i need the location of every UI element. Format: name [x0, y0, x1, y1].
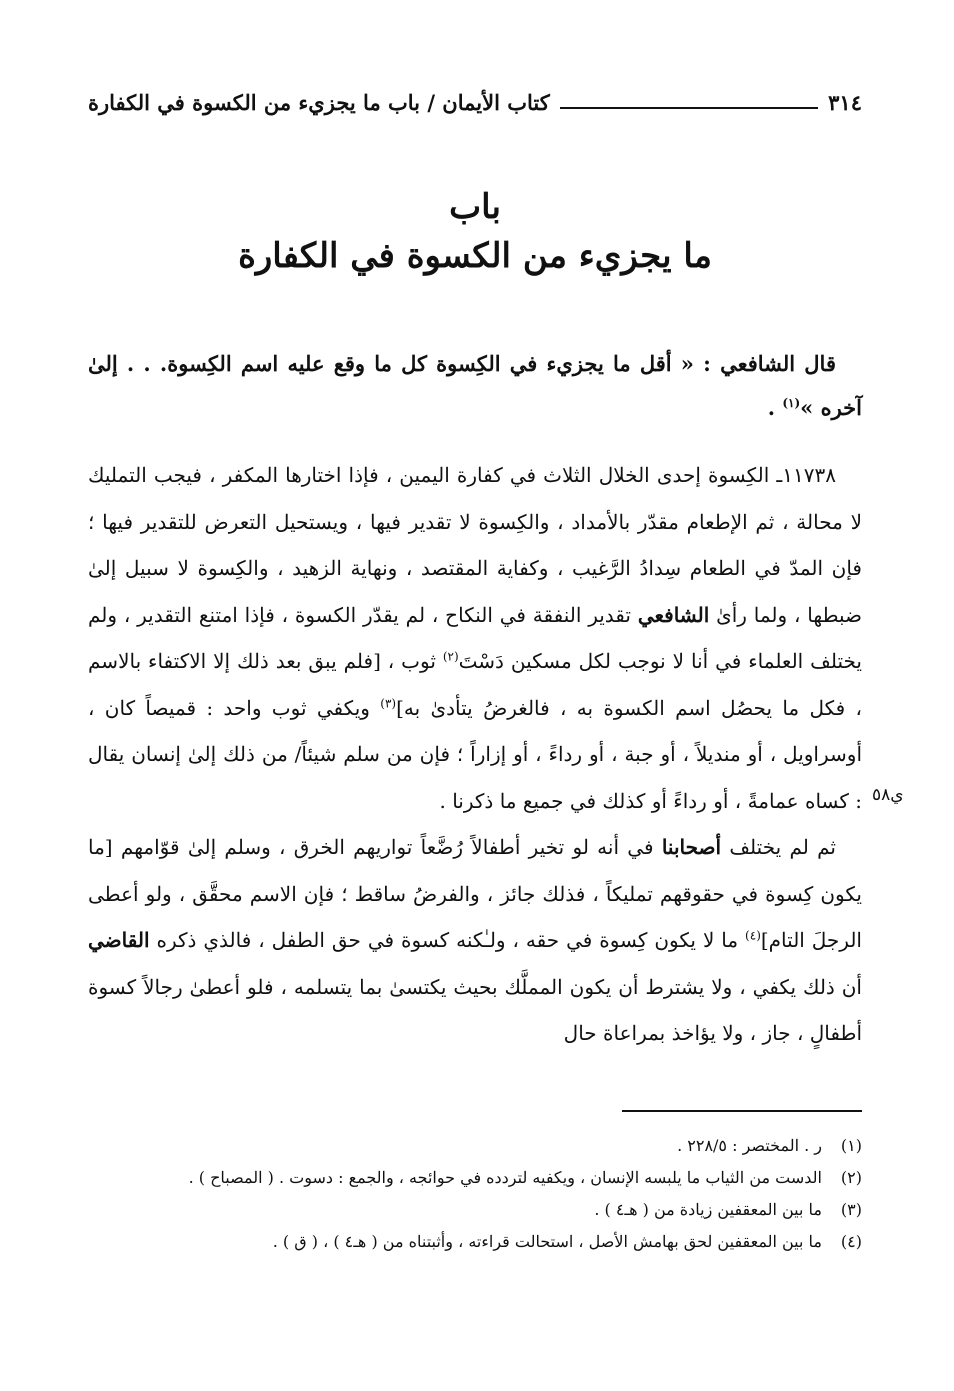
page-number: ٣١٤ — [828, 89, 862, 115]
footnote-text: ر . المختصر : ٢٢٨/٥ . — [677, 1136, 822, 1155]
footnote-number: (١) — [840, 1136, 862, 1155]
footnote-item — [88, 1228, 862, 1256]
chapter-heading: باب — [449, 187, 501, 227]
footnote-number: (٢) — [840, 1168, 862, 1187]
para1-part-c: ثوب ، [فلم يبق بعد ذلك إلا الاكتفاء بالاسم ، فكل ما يحصُل اسم الكسوة به ، فالغرضُ يتأدىٰ به] — [88, 649, 863, 720]
para2-part-b: في أنه لو تخير أطفالاً رُضَّعاً تواريهم الخرق ، وسلم إلىٰ قوّامهم [ما يكون كِسوة في حقوقهم تمليكاً ، فذلك جائز ، والفرضُ ساقط ؛ فإن الاسم محقَّق ، ولو أعطى الرجلَ التام] — [88, 835, 862, 952]
shafii-name: الشافعي — [637, 602, 710, 627]
shafii-quote — [88, 342, 862, 430]
footnote-number: (٤) — [840, 1232, 862, 1251]
quote-text: قال الشافعي : « أقل ما يجزيء في الكِسوة كل ما وقع عليه اسم الكِسوة. . . إلىٰ آخره » — [88, 351, 862, 420]
footnote-divider — [622, 1110, 862, 1112]
header-rule — [560, 107, 818, 109]
footnote-ref-4: (٤) — [745, 928, 761, 943]
chapter-title — [88, 185, 862, 281]
footnote-item — [88, 1164, 862, 1192]
para2-part-d: أن ذلك يكفي ، ولا يشترط أن يكون المملَّك بحيث يكتسىٰ بما يتسلمه ، فلو أعطىٰ رجالاً كسوة أطفالٍ ، جاز ، ولا يؤاخذ بمراعاة حال — [88, 974, 862, 1045]
footnotes — [88, 1132, 862, 1260]
chapter-subheading: ما يجزيء من الكسوة في الكفارة — [238, 236, 712, 276]
quote-end: . — [767, 395, 783, 420]
manuscript-margin-note: ي٥٨ — [872, 785, 904, 805]
qadi-word: القاضي — [88, 928, 150, 952]
running-header — [88, 84, 862, 120]
para1-part-a: ١١٧٣٨ـ الكِسوة إحدى الخلال الثلاث في كفارة اليمين ، فإذا اختارها المكفر ، فيجب التمليك لا محالة ، ثم الإطعام مقدّر بالأمداد ، والكِسوة لا تقدير فيها ، ويستحيل التعرض للتقدير فيها ؛ فإن المدّ في الطعام سِدادُ الرَّغيب ، وكفاية المقتصد ، ونهاية الزهيد ، والكِسوة لا سبيل إلىٰ ضبطها ، ولما رأىٰ — [88, 463, 863, 627]
footnote-item — [88, 1196, 862, 1224]
para1-part-d: ويكفي ثوب واحد : قميصاً كان ، أوسراويل ، أو منديلاً ، أو جبة ، أو رداءً ، أو إزاراً ؛ فإن من سلم شيئاً/ من ذلك إلىٰ إنسان يقال : كساه عمامةً ، أو رداءً أو كذلك في جميع ما ذكرنا . — [88, 695, 862, 813]
footnote-item — [88, 1132, 862, 1160]
running-title: كتاب الأيمان / باب ما يجزيء من الكسوة في الكفارة — [88, 89, 550, 115]
para1-part-b: تقدير النفقة في النكاح ، لم يقدّر الكسوة ، فإذا امتنع التقدير ، ولم يختلف العلماء في أنا لا نوجب لكل مسكين دَسْتَ — [88, 602, 862, 673]
para2-part-a: ثم لم يختلف — [721, 835, 836, 859]
para2-part-c: ما لا يكون كِسوة في حقه ، ولـٰكنه كسوة في حق الطفل ، فالذي ذكره — [149, 928, 746, 952]
footnote-ref-2: (٢) — [442, 649, 459, 664]
paragraph-11738 — [88, 452, 862, 824]
footnote-ref-1: (١) — [782, 396, 801, 410]
footnote-text: الدست من الثياب ما يلبسه الإنسان ، ويكفيه لتردده في حوائجه ، والجمع : دسوت . ( المصباح ) . — [188, 1168, 822, 1187]
footnote-ref-3: (٣) — [380, 695, 397, 710]
footnote-text: ما بين المعقفين زيادة من ( هـ٤ ) . — [594, 1200, 822, 1219]
main-text — [88, 342, 862, 1057]
ashabuna-word: أصحابنا — [661, 835, 722, 859]
footnote-number: (٣) — [840, 1200, 862, 1219]
paragraph-2 — [88, 824, 862, 1057]
footnote-text: ما بين المعقفين لحق بهامش الأصل ، استحالت قراءته ، وأثبتناه من ( هـ٤ ) ، ( ق ) . — [272, 1232, 822, 1251]
